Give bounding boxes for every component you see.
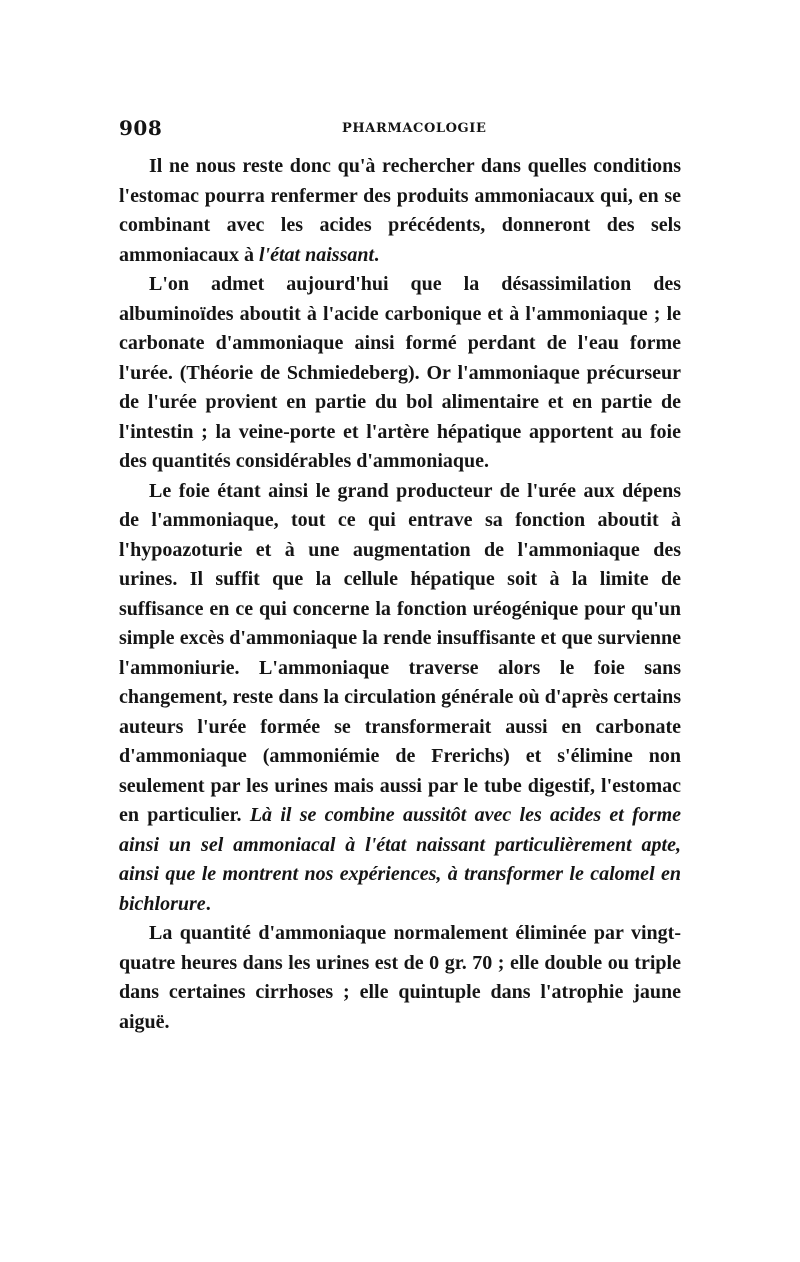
paragraph — [119, 270, 681, 477]
page-header — [119, 114, 681, 144]
running-head: PHARMACOLOGIE — [342, 121, 487, 136]
paragraph — [119, 477, 681, 920]
page-number: 908 — [119, 116, 163, 140]
paragraph-tail: . — [374, 243, 380, 266]
paragraph-text: Il ne nous reste donc qu'à rechercher dans quelles conditions l'estomac pourra renfermer des produits ammoniacaux qui, en se combinant avec les acides précédents, donneront des sels ammoniacaux à — [119, 155, 681, 266]
paragraph — [119, 919, 681, 1037]
paragraph-tail: . — [205, 892, 211, 915]
paragraph-emphasis: Là il se combine aussitôt avec les acides et forme ainsi un sel ammoniacal à l'état naissant particulièrement apte, ainsi que le montrent nos expériences, à transformer le calomel en bichlorure — [119, 804, 682, 915]
paragraph-text: L'on admet aujourd'hui que la désassimilation des albuminoïdes aboutit à l'acide carbonique et à l'ammoniaque ; le carbonate d'ammoniaque ainsi formé perdant de l'eau forme l'urée. (Théorie de Schmiedeberg). Or l'ammoniaque précurseur de l'urée provient en partie du bol alimentaire et en partie de l'intestin ; la veine-porte et l'artère hépatique apportent au foie des quantités considérables d'ammoniaque. — [119, 273, 681, 472]
paragraph-text: Le foie étant ainsi le grand producteur de l'urée aux dépens de l'ammoniaque, tout ce qui entrave sa fonction aboutit à l'hypoazoturie et à une augmentation de l'ammoniaque des urines. Il suffit que la cellule hépatique soit à la limite de suffisance en ce qui concerne la fonction uréogénique pour qu'un simple excès d'ammoniaque la rende insuffisante et que survienne l'ammoniurie. L'ammoniaque traverse alors le foie sans changement, reste dans la circulation générale où d'après certains auteurs l'urée formée se transformerait aussi en carbonate d'ammoniaque (ammoniémie de Frerichs) et s'élimine non seulement par les urines mais aussi par le tube digestif, l'estomac en particulier. — [119, 479, 681, 826]
paragraph — [119, 152, 681, 270]
paragraph-text: La quantité d'ammoniaque normalement éliminée par vingt-quatre heures dans les urines est de 0 gr. 70 ; elle double ou triple dans certaines cirrhoses ; elle quintuple dans l'atrophie jaune aiguë. — [119, 922, 681, 1033]
body-text — [119, 152, 681, 1037]
paragraph-emphasis: l'état naissant — [259, 243, 375, 266]
